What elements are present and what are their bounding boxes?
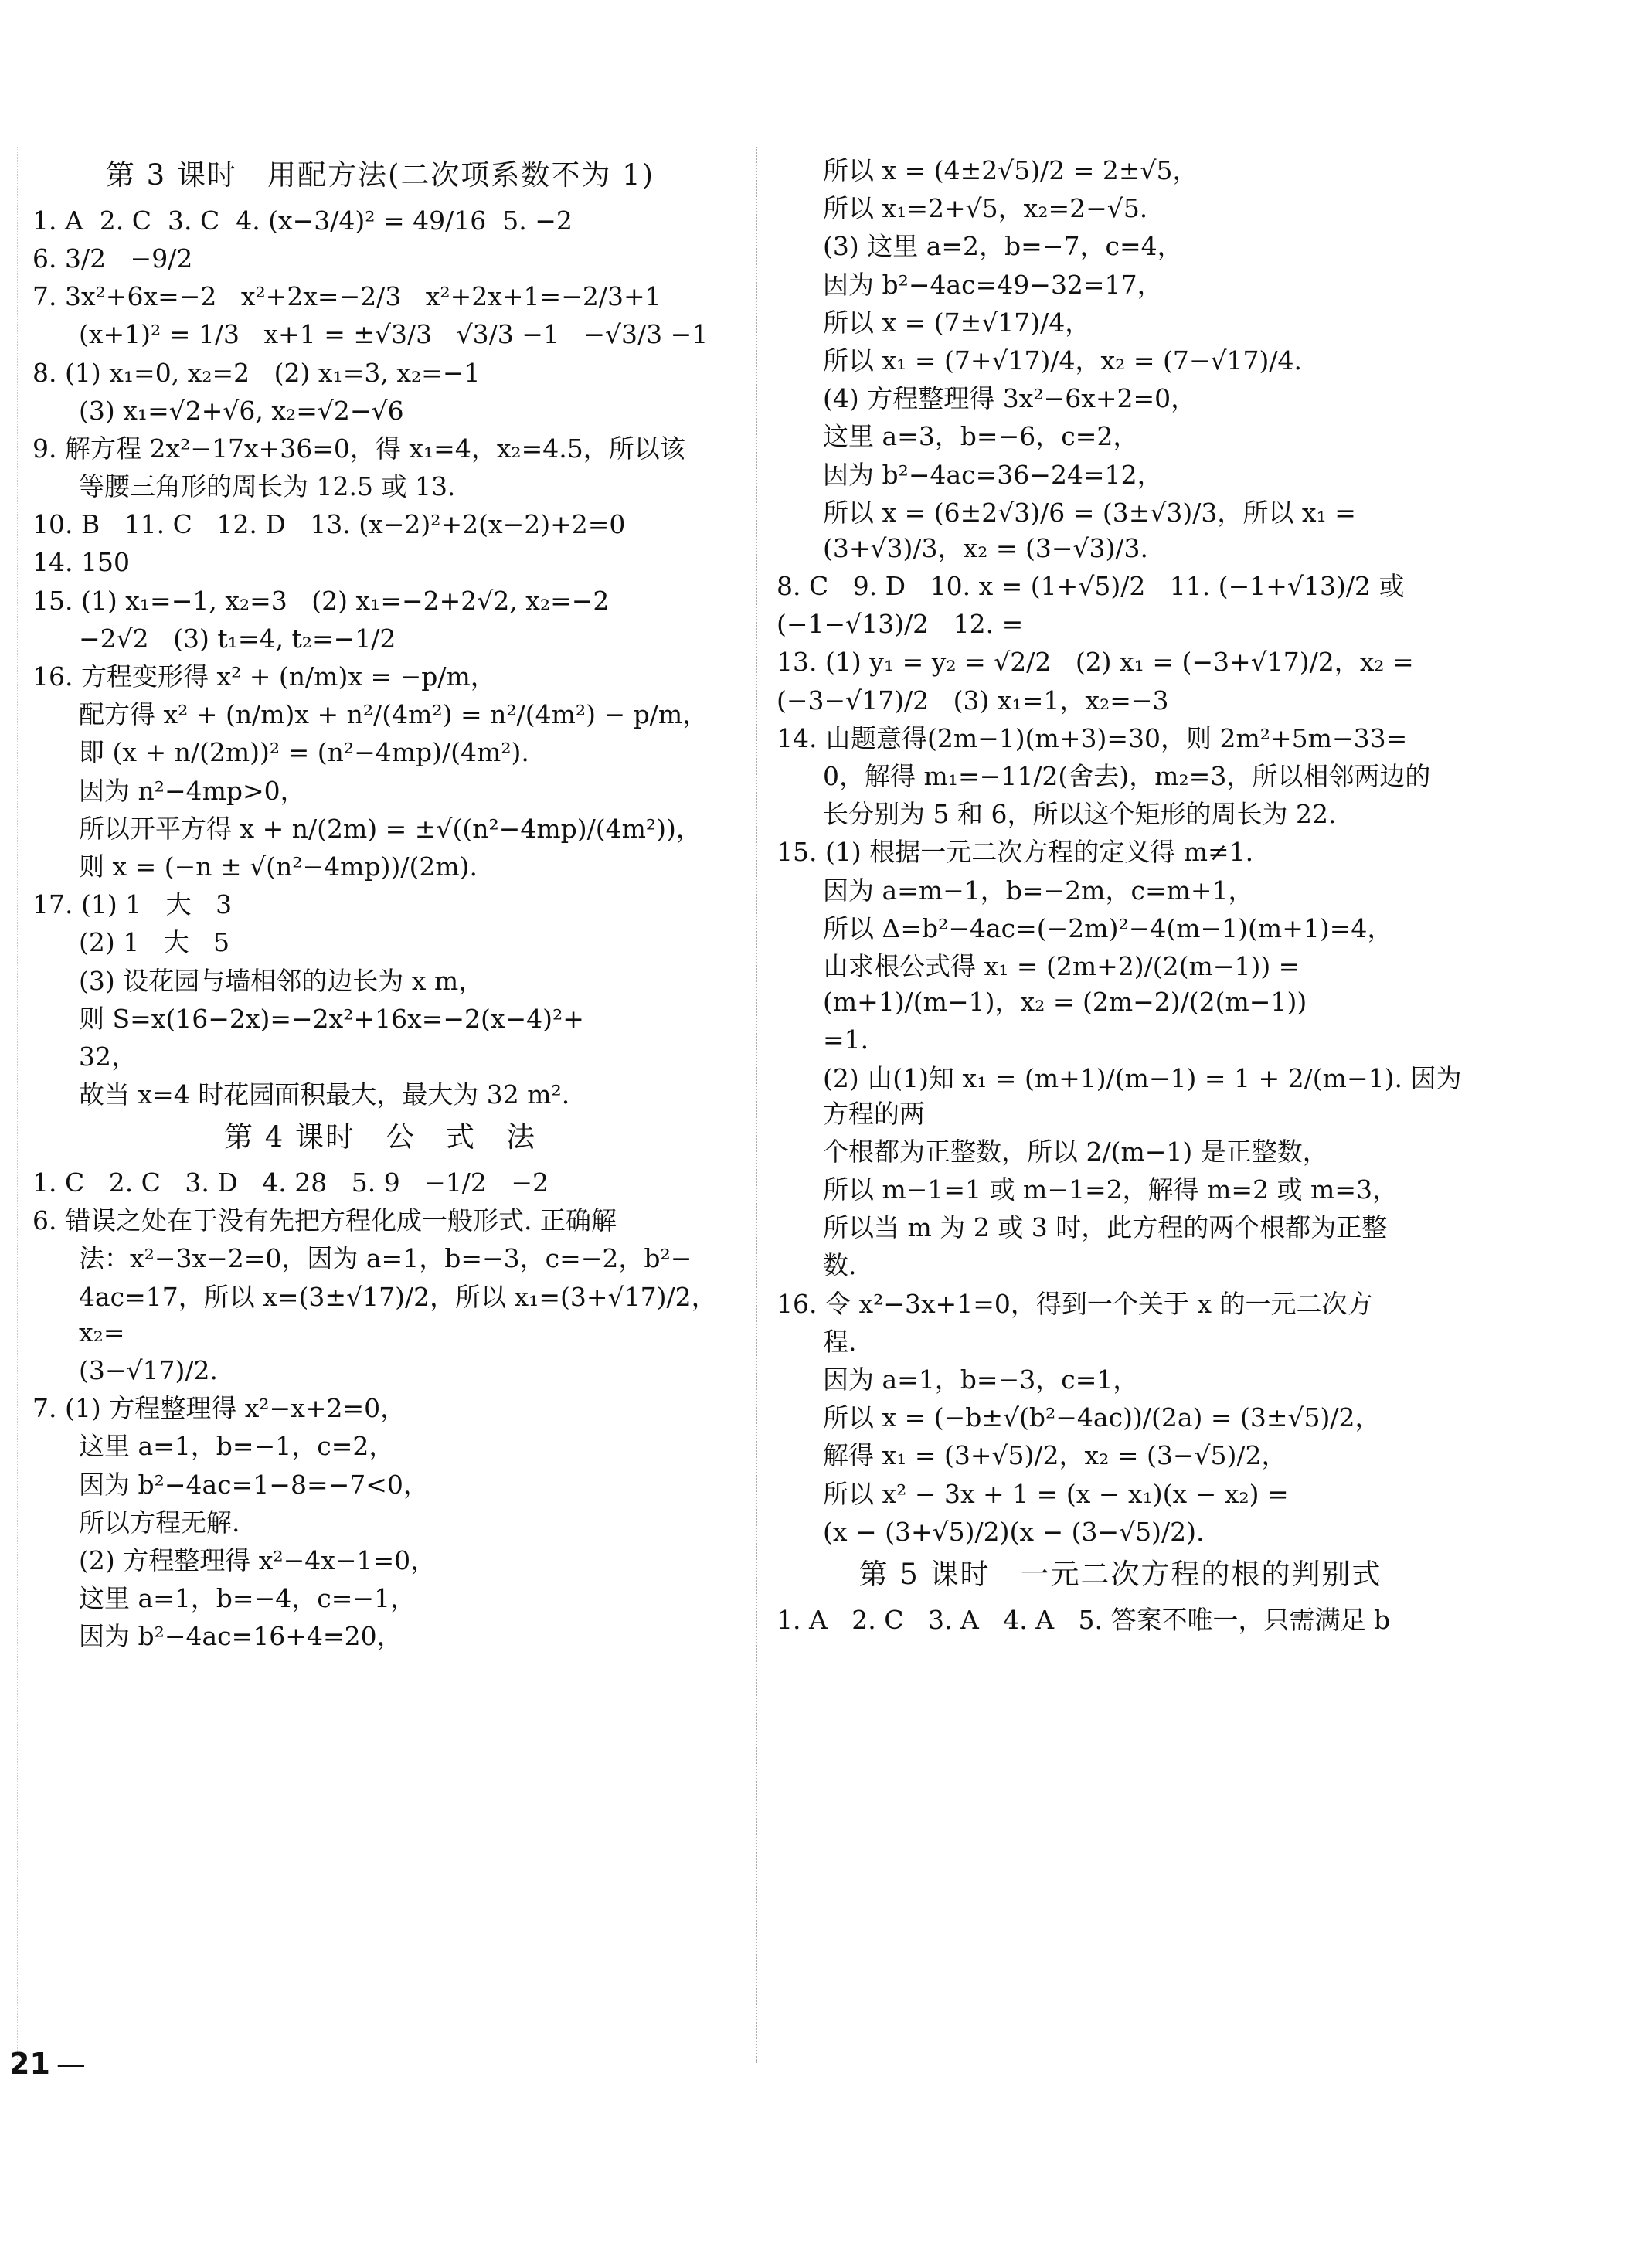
answer-line: −2√2 (3) t₁=4, t₂=−1/2	[79, 623, 396, 654]
answer-line: 个根都为正整数，所以 2/(m−1) 是正整数，	[823, 1136, 1328, 1167]
answer-line: 因为 n²−4mp>0，	[79, 775, 306, 806]
answer-line: 所以当 m 为 2 或 3 时，此方程的两个根都为正整	[823, 1212, 1388, 1243]
answer-line: 故当 x=4 时花园面积最大，最大为 32 m².	[79, 1079, 570, 1110]
answer-line: (x+1)² = 1/3 x+1 = ±√3/3 √3/3 −1 −√3/3 −1	[79, 319, 709, 350]
answer-line: 17. (1) 1 大 3	[32, 889, 233, 920]
answer-line: 因为 b²−4ac=49−32=17，	[823, 269, 1163, 300]
answer-line: 13. (1) y₁ = y₂ = √2/2 (2) x₁ = (−3+√17)/2，x₂ =	[777, 647, 1414, 678]
answer-line: (2) 1 大 5	[79, 927, 230, 958]
answer-line: 1. C 2. C 3. D 4. 28 5. 9 −1/2 −2	[32, 1167, 549, 1198]
lesson5-title: 第 5 课时 一元二次方程的根的判别式	[858, 1557, 1382, 1591]
answer-line: 程.	[823, 1326, 857, 1357]
answer-line: (3) 设花园与墙相邻的边长为 x m，	[79, 965, 484, 996]
answer-line: 数.	[823, 1250, 857, 1281]
answer-line: (3) x₁=√2+√6, x₂=√2−√6	[79, 395, 404, 426]
answer-line: (−3−√17)/2 (3) x₁=1，x₂=−3	[777, 685, 1169, 715]
right-column	[777, 151, 1464, 1640]
answer-line: 长分别为 5 和 6，所以这个矩形的周长为 22.	[823, 799, 1337, 830]
answer-line: 所以 x = (6±2√3)/6 = (3±√3)/3，所以 x₁ = (3+√3)/3，x₂ = (3−√3)/3.	[823, 497, 1365, 563]
lesson3-title: 第 3 课时 用配方法(二次项系数不为 1)	[105, 158, 655, 192]
answer-line: 1. A 2. C 3. A 4. A 5. 答案不唯一，只需满足 b	[777, 1604, 1391, 1635]
answer-line: 9. 解方程 2x²−17x+36=0，得 x₁=4，x₂=4.5，所以该	[32, 433, 685, 464]
answer-line: 7. 3x²+6x=−2 x²+2x=−2/3 x²+2x+1=−2/3+1	[32, 281, 661, 312]
answer-line: (2) 方程整理得 x²−4x−1=0，	[79, 1545, 437, 1575]
answer-line: (x − (3+√5)/2)(x − (3−√5)/2).	[823, 1516, 1205, 1547]
answer-line: 即 (x + n/(2m))² = (n²−4mp)/(4m²).	[79, 737, 529, 768]
answer-line: 所以 Δ=b²−4ac=(−2m)²−4(m−1)(m+1)=4，	[823, 912, 1393, 943]
answer-line: (3) 这里 a=2，b=−7，c=4，	[823, 231, 1183, 262]
answer-line: (2) 由(1)知 x₁ = (m+1)/(m−1) = 1 + 2/(m−1). 因为方程的两	[823, 1062, 1462, 1129]
answer-line: (4) 方程整理得 3x²−6x+2=0，	[823, 383, 1197, 414]
answer-line: 因为 b²−4ac=36−24=12，	[823, 459, 1163, 490]
answer-line: 14. 由题意得(2m−1)(m+3)=30，则 2m²+5m−33=	[777, 722, 1408, 753]
answer-line: (−1−√13)/2 12. =	[777, 609, 1024, 640]
answer-line: 配方得 x² + (n/m)x + n²/(4m²) = n²/(4m²) − p/m，	[79, 699, 709, 730]
answer-line: 6. 3/2 −9/2	[32, 243, 193, 274]
answer-line: 所以 x = (4±2√5)/2 = 2±√5，	[823, 155, 1198, 185]
answer-line: 等腰三角形的周长为 12.5 或 13.	[79, 471, 456, 502]
left-column	[32, 151, 728, 1657]
answer-line: 所以 x = (7±√17)/4，	[823, 307, 1091, 338]
answer-line: 这里 a=3，b=−6，c=2，	[823, 421, 1139, 452]
page-number-value: 21	[9, 2047, 50, 2081]
answer-line: 则 x = (−n ± √(n²−4mp))/(2m).	[79, 851, 478, 882]
answer-line: 10. B 11. C 12. D 13. (x−2)²+2(x−2)+2=0	[32, 509, 626, 540]
page-edge-line	[17, 147, 18, 2063]
answer-line: 法：x²−3x−2=0，因为 a=1，b=−3，c=−2，b²−	[79, 1243, 692, 1274]
answer-line: 所以 x = (−b±√(b²−4ac))/(2a) = (3±√5)/2，	[823, 1402, 1381, 1433]
answer-line: 因为 b²−4ac=1−8=−7<0，	[79, 1469, 429, 1500]
answer-line: 由求根公式得 x₁ = (2m+2)/(2(m−1)) = (m+1)/(m−1)，x₂ = (2m−2)/(2(m−1))	[823, 950, 1308, 1018]
answer-line: 16. 令 x²−3x+1=0，得到一个关于 x 的一元二次方	[777, 1288, 1373, 1319]
answer-line: (3−√17)/2.	[79, 1355, 219, 1386]
answer-line: 因为 b²−4ac=16+4=20，	[79, 1621, 403, 1652]
answer-line: 因为 a=m−1，b=−2m，c=m+1，	[823, 875, 1254, 906]
answer-line: 8. C 9. D 10. x = (1+√5)/2 11. (−1+√13)/2 或	[777, 571, 1405, 602]
answer-line: 所以 x₁=2+√5，x₂=2−√5.	[823, 193, 1148, 224]
answer-line: 这里 a=1，b=−4，c=−1，	[79, 1583, 416, 1614]
answer-line: 14. 150	[32, 547, 130, 578]
answer-line: 6. 错误之处在于没有先把方程化成一般形式. 正确解	[32, 1205, 617, 1236]
answer-line: 7. (1) 方程整理得 x²−x+2=0，	[32, 1393, 406, 1424]
answer-line: 15. (1) 根据一元二次方程的定义得 m≠1.	[777, 837, 1254, 868]
answer-line: =1.	[823, 1025, 869, 1055]
answer-line: 解得 x₁ = (3+√5)/2，x₂ = (3−√5)/2，	[823, 1440, 1287, 1471]
answer-line: 所以开平方得 x + n/(2m) = ±√((n²−4mp)/(4m²))，	[79, 813, 702, 844]
answer-line: 16. 方程变形得 x² + (n/m)x = −p/m，	[32, 661, 496, 692]
lesson4-title: 第 4 课时 公 式 法	[223, 1120, 537, 1154]
answer-line: 0，解得 m₁=−11/2(舍去)，m₂=3，所以相邻两边的	[823, 761, 1431, 791]
answer-line: 因为 a=1，b=−3，c=1，	[823, 1364, 1139, 1395]
answer-line: 则 S=x(16−2x)=−2x²+16x=−2(x−4)²+	[79, 1003, 584, 1034]
answer-line: 32，	[79, 1041, 137, 1072]
answer-line: 所以方程无解.	[79, 1507, 240, 1538]
answer-line: 1. A 2. C 3. C 4. (x−3/4)² = 49/16 5. −2	[32, 205, 573, 236]
answer-line: 所以 x₁ = (7+√17)/4，x₂ = (7−√17)/4.	[823, 345, 1302, 376]
answer-line: 15. (1) x₁=−1, x₂=3 (2) x₁=−2+2√2, x₂=−2	[32, 585, 610, 616]
page-number	[9, 2044, 86, 2085]
column-divider	[756, 147, 757, 2063]
answer-line: 8. (1) x₁=0, x₂=2 (2) x₁=3, x₂=−1	[32, 357, 481, 388]
page-number-dash: —	[56, 2047, 86, 2081]
answer-line: 所以 x² − 3x + 1 = (x − x₁)(x − x₂) =	[823, 1478, 1289, 1509]
answer-line: 这里 a=1，b=−1，c=2，	[79, 1431, 395, 1462]
answer-line: 所以 m−1=1 或 m−1=2，解得 m=2 或 m=3，	[823, 1174, 1398, 1205]
answer-line: 4ac=17，所以 x=(3±√17)/2，所以 x₁=(3+√17)/2，x₂=	[79, 1281, 717, 1347]
